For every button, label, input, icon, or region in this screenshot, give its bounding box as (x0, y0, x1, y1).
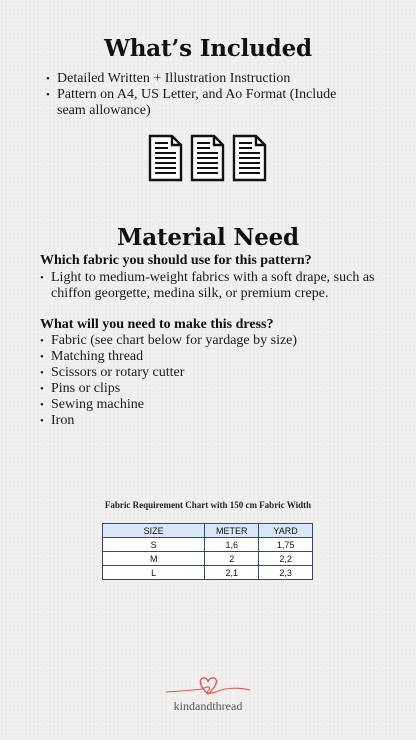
table-row (103, 552, 313, 566)
supplies-list (40, 333, 380, 429)
fabric-requirement-table (102, 523, 313, 580)
whats-included-heading: What’s Included (104, 35, 312, 62)
list-item: • Light to medium-weight fabrics with a soft drape, such as chiffon georgette, medina silk, or premium crepe. (40, 270, 390, 302)
table-header-row (103, 524, 313, 538)
fabric-list (40, 270, 390, 302)
list-item: • Pins or clips (40, 381, 380, 397)
brand-logo (160, 672, 256, 716)
list-item: • Matching thread (40, 349, 380, 365)
list-item: • Sewing machine (40, 397, 380, 413)
header-size: SIZE (103, 524, 205, 538)
heart-thread-icon (164, 672, 252, 702)
list-item: • Scissors or rotary cutter (40, 365, 380, 381)
header-yard: YARD (259, 524, 313, 538)
cell-size: L (103, 566, 205, 580)
document-icon (190, 134, 225, 182)
included-list (46, 71, 366, 119)
list-item: • Iron (40, 413, 380, 429)
list-item: • Detailed Written + Illustration Instruction (46, 71, 366, 87)
cell-size: M (103, 552, 205, 566)
fabric-question: Which fabric you should use for this pattern? (40, 253, 312, 268)
list-item: • Fabric (see chart below for yardage by size) (40, 333, 380, 349)
table-row (103, 538, 313, 552)
cell-yard: 1,75 (259, 538, 313, 552)
document-icon (232, 134, 267, 182)
cell-size: S (103, 538, 205, 552)
brand-name: kindandthread (173, 699, 243, 713)
document-icons (148, 134, 267, 182)
cell-yard: 2,3 (259, 566, 313, 580)
list-item: • Pattern on A4, US Letter, and Ao Format (Include seam allowance) (46, 87, 366, 119)
supplies-question: What will you need to make this dress? (40, 317, 274, 332)
fabric-chart-title: Fabric Requirement Chart with 150 cm Fabric Width (104, 500, 312, 510)
cell-meter: 1,6 (205, 538, 259, 552)
material-need-heading: Material Need (117, 224, 299, 251)
cell-yard: 2,2 (259, 552, 313, 566)
cell-meter: 2,1 (205, 566, 259, 580)
header-meter: METER (205, 524, 259, 538)
document-icon (148, 134, 183, 182)
cell-meter: 2 (205, 552, 259, 566)
table-row (103, 566, 313, 580)
